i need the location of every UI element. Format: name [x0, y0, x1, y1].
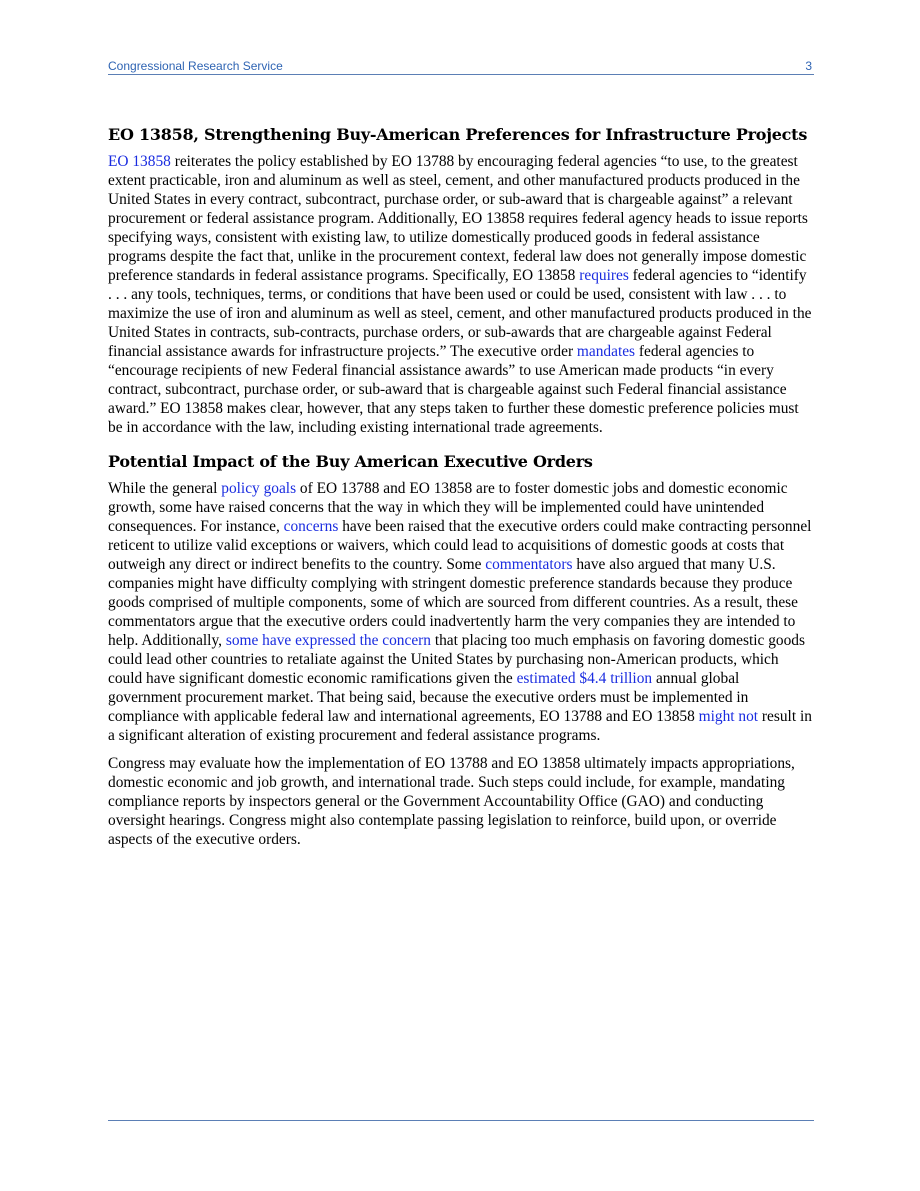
paragraph-text: have also argued that many U.S. companies might have difficulty complying with stringent domestic preference standards because they produce goods comprised of multiple components, some of which are sourced from different countries. As a result, these commentators argue that the executive orders could inadvertently harm the very companies they are intended to help. Additionally, — [108, 556, 798, 649]
page-number: 3 — [805, 59, 812, 73]
paragraph-text: result in a significant alteration of existing procurement and federal assistance programs. — [108, 708, 812, 744]
paragraph-text: reiterates the policy established by EO 13788 by encouraging federal agencies “to use, to the greatest extent practicable, iron and aluminum as well as steel, cement, and other manufactured products produced in the United States in every contract, subcontract, purchase order, or sub-award that is chargeable against” a relevant procurement or federal assistance program. Additionally, EO 13858 requires federal agency heads to issue reports specifying ways, consistent with existing law, to utilize domestically produced goods in federal assistance programs despite the fact that, unlike in the procurement context, federal law does not generally impose domestic preference standards in federal assistance programs. Specifically, EO 13858 — [108, 153, 808, 284]
section-heading-eo-13858: EO 13858, Strengthening Buy-American Preferences for Infrastructure Projects — [108, 125, 808, 144]
paragraph-text: federal agencies to “encourage recipients of new Federal financial assistance awards” to use American made products “in every contract, subcontract, purchase order, or sub-award that is chargeable against such Federal financial assistance award.” EO 13858 makes clear, however, that any steps taken to further these domestic preference policies must be in accordance with the law, including existing international trade agreements. — [108, 343, 799, 436]
paragraph-text: federal agencies to “identify . . . any tools, techniques, terms, or conditions that have been used or could be used, consistent with law . . . to maximize the use of iron and aluminum as well as steel, cement, and other manufactured products produced in the United States in contracts, sub-contracts, purchase orders, or sub-awards that are chargeable against Federal financial assistance awards for infrastructure projects.” The executive order — [108, 267, 812, 360]
link-concerns[interactable]: concerns — [283, 518, 339, 535]
link-commentators[interactable]: commentators — [485, 556, 573, 573]
paragraph-text: have been raised that the executive orders could make contracting personnel reticent to utilize valid exceptions or waivers, which could lead to acquisitions of domestic goods at costs that outweigh any direct or indirect benefits to the country. Some — [108, 518, 812, 573]
paragraph-congress: Congress may evaluate how the implementation of EO 13788 and EO 13858 ultimately impacts appropriations, domestic economic and job growth, and international trade. Such steps could include, for example, mandating compliance reports by inspectors general or the Government Accountability Office (GAO) and conducting oversight hearings. Congress might also contemplate passing legislation to reinforce, build upon, or override aspects of the executive orders. — [108, 755, 795, 848]
paragraph-text: of EO 13788 and EO 13858 are to foster domestic jobs and domestic economic growth, some have raised concerns that the way in which they will be implemented could have unintended consequences. For instance, — [108, 480, 788, 535]
link-some-have-expressed-the-concern[interactable]: some have expressed the concern — [225, 632, 431, 649]
paragraph-potential-impact — [108, 479, 814, 745]
link-policy-goals[interactable]: policy goals — [221, 480, 297, 497]
link-requires[interactable]: requires — [579, 267, 629, 284]
link-mandates[interactable]: mandates — [576, 343, 636, 360]
paragraph-text: annual global government procurement market. That being said, because the executive orders must be implemented in compliance with applicable federal law and international agreements, EO 13788 and EO 13858 — [108, 670, 749, 725]
section-heading-potential-impact: Potential Impact of the Buy American Executive Orders — [108, 452, 593, 471]
paragraph-text: While the general — [108, 480, 222, 497]
link-eo-13858[interactable]: EO 13858 — [108, 153, 171, 170]
paragraph-text: that placing too much emphasis on favoring domestic goods could lead other countries to retaliate against the United States by purchasing non-American products, which could have significant domestic economic ramifications given the — [108, 632, 805, 687]
paragraph-eo-13858 — [108, 152, 814, 437]
footer-rule — [108, 1120, 814, 1121]
header-org-name: Congressional Research Service — [108, 59, 283, 73]
page-header — [108, 58, 814, 75]
link-might-not[interactable]: might not — [698, 708, 759, 725]
link-estimated-trillion[interactable]: estimated $4.4 trillion — [516, 670, 653, 687]
document-body — [108, 124, 814, 858]
